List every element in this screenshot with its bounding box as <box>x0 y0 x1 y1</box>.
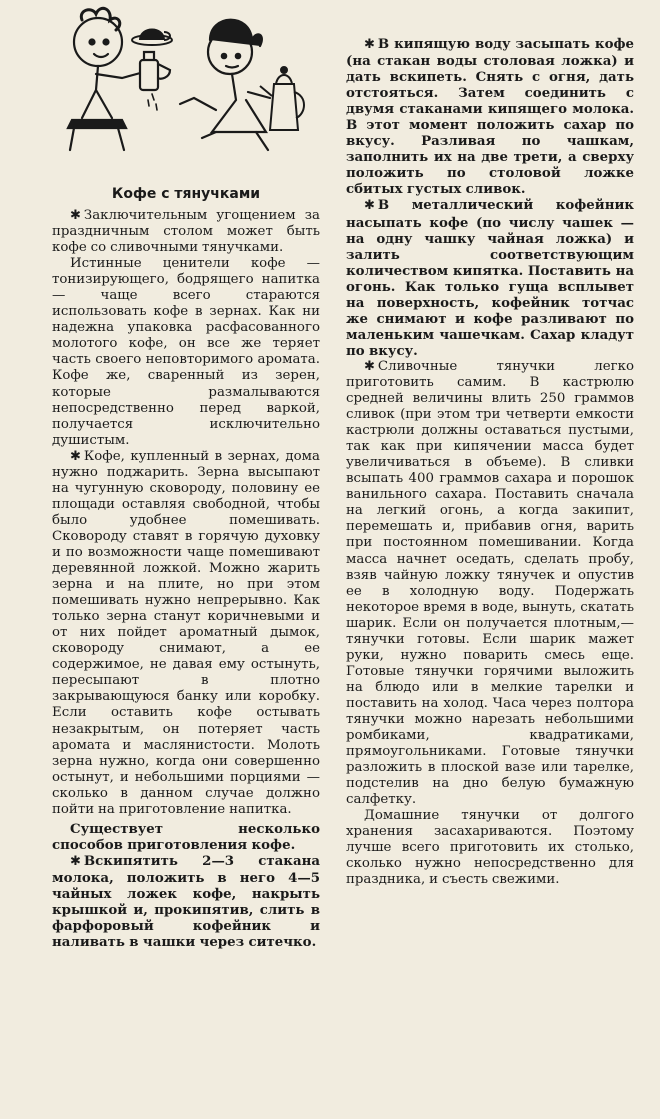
bullet-star-icon: ✱ <box>364 358 375 374</box>
right-paragraph <box>346 36 634 197</box>
paragraph-text: В кипящую воду засыпать кофе (на стакан воды столовая ложка) и дать вскипеть. Снять с огня, дать отстояться. Затем соединить с двумя стаканами кипящего молока. В этот момент положить сахар по вкусу. Разливая по чашкам, заполнить их на две трети, а сверху положить по столовой ложке сбитых густых сливок. <box>346 36 634 198</box>
bullet-star-icon: ✱ <box>364 198 375 214</box>
illustration-svg <box>52 0 320 168</box>
right-paragraph <box>346 808 634 888</box>
right-paragraph <box>346 359 634 808</box>
coffee-cartoon-illustration-icon <box>52 0 320 168</box>
paragraph-text: Сливочные тянучки легко приготовить самим. В кастрюлю средней величины влить 250 граммов сливок (при этом три четверти емкости кастрюли должны оставаться пустыми, так как при кипячении масса будет увеличиваться в объеме). В сливки всыпать 400 граммов сахара и порошок ванильного сахара. Поставить сначала на легкий огонь, а когда закипит, перемешать и, прибавив огня, варить при постоянном помешивании. Когда масса начнет оседать, сделать пробу, взяв чайную ложку тянучек и опустив ее в холодную воду. Подержать некоторое время в воде, вынуть, скатать шарик. Если он получается плотным,— тянучки готовы. Если шарик мажет руки, нужно поварить смесь еще. Готовые тянучки горячими выложить на блюдо или в мелкие тарелки и поставить на холод. Часа через полтора тянучки можно нарезать небольшими ромбиками, квадратиками, прямоугольниками. Готовые тянучки разложить в плоской вазе или тарелке, подстелив на дно белую бумажную салфетку. <box>346 358 634 808</box>
paragraph-text: Заключительным угощением за праздничным столом может быть кофе со сливочными тянучками. <box>52 208 320 256</box>
paragraph-text: В металлический кофейник насыпать кофе (по числу чашек — на одну чашку чайная ложка) и залить соответствующим количеством кипятка. Поставить на огонь. Как только гуща всплывет на поверхность, кофейник тотчас же снимают и кофе разливают по маленьким чашечкам. Сахар кладут по вкусу. <box>346 197 634 359</box>
left-paragraph <box>52 208 320 256</box>
left-method-paragraph <box>52 853 320 950</box>
right-column <box>346 0 634 1119</box>
paragraph-text: Домашние тянучки от долгого хранения засахариваются. Поэтому лучше всего приготовить их столько, сколько нужно непосредственно для праздника, и съесть свежими. <box>346 808 634 888</box>
bullet-star-icon: ✱ <box>364 37 375 52</box>
left-column <box>52 0 320 1119</box>
left-paragraph <box>52 449 320 818</box>
bullet-star-icon: ✱ <box>70 853 81 869</box>
article-title: Кофе с тянучками <box>111 186 261 202</box>
bullet-star-icon: ✱ <box>70 448 81 464</box>
paragraph-text: Истинные ценители кофе — тонизирующего, бодрящего напитка — чаще всего стараются использовать кофе в зернах. Как ни надежна упаковка расфасованного молотого кофе, он все же теряет часть своего неповторимого аромата. Кофе же, сваренный из зерен, которые размалываются непосредственно перед варкой, получается исключительно душистым. <box>52 256 320 448</box>
right-paragraph <box>346 197 634 358</box>
paragraph-text: Кофе, купленный в зернах, дома нужно поджарить. Зерна высыпают на чугунную сковороду, половину ее площади оставляя свободной, чтобы было удобнее помешивать. Сковороду ставят в горячую духовку и по возможности чаще помешивают деревянной ложкой. Можно жарить зерна и на плите, но при этом помешивать нужно непрерывно. Как только зерна станут коричневыми и от них пойдет ароматный дымок, сковороду снимают, а ее содержимое, не давая ему остынуть, пересыпают в плотно закрывающуюся банку или коробку. Если оставить кофе остывать незакрытым, он потеряет часть аромата и маслянистости. Молоть зерна нужно, когда они совершенно остынут, и небольшими порциями — сколько в данном случае должно пойти на приготовление напитка. <box>52 448 320 817</box>
left-paragraph <box>52 256 320 449</box>
methods-intro: Существует несколько способов приготовления кофе. <box>52 820 320 853</box>
bullet-star-icon: ✱ <box>70 208 81 223</box>
paragraph-text: Вскипятить 2—3 стакана молока, положить в него 4—5 чайных ложек кофе, накрыть крышкой и, прокипятив, слить в фарфоровый кофейник и наливать в чашки через ситечко. <box>52 852 320 951</box>
